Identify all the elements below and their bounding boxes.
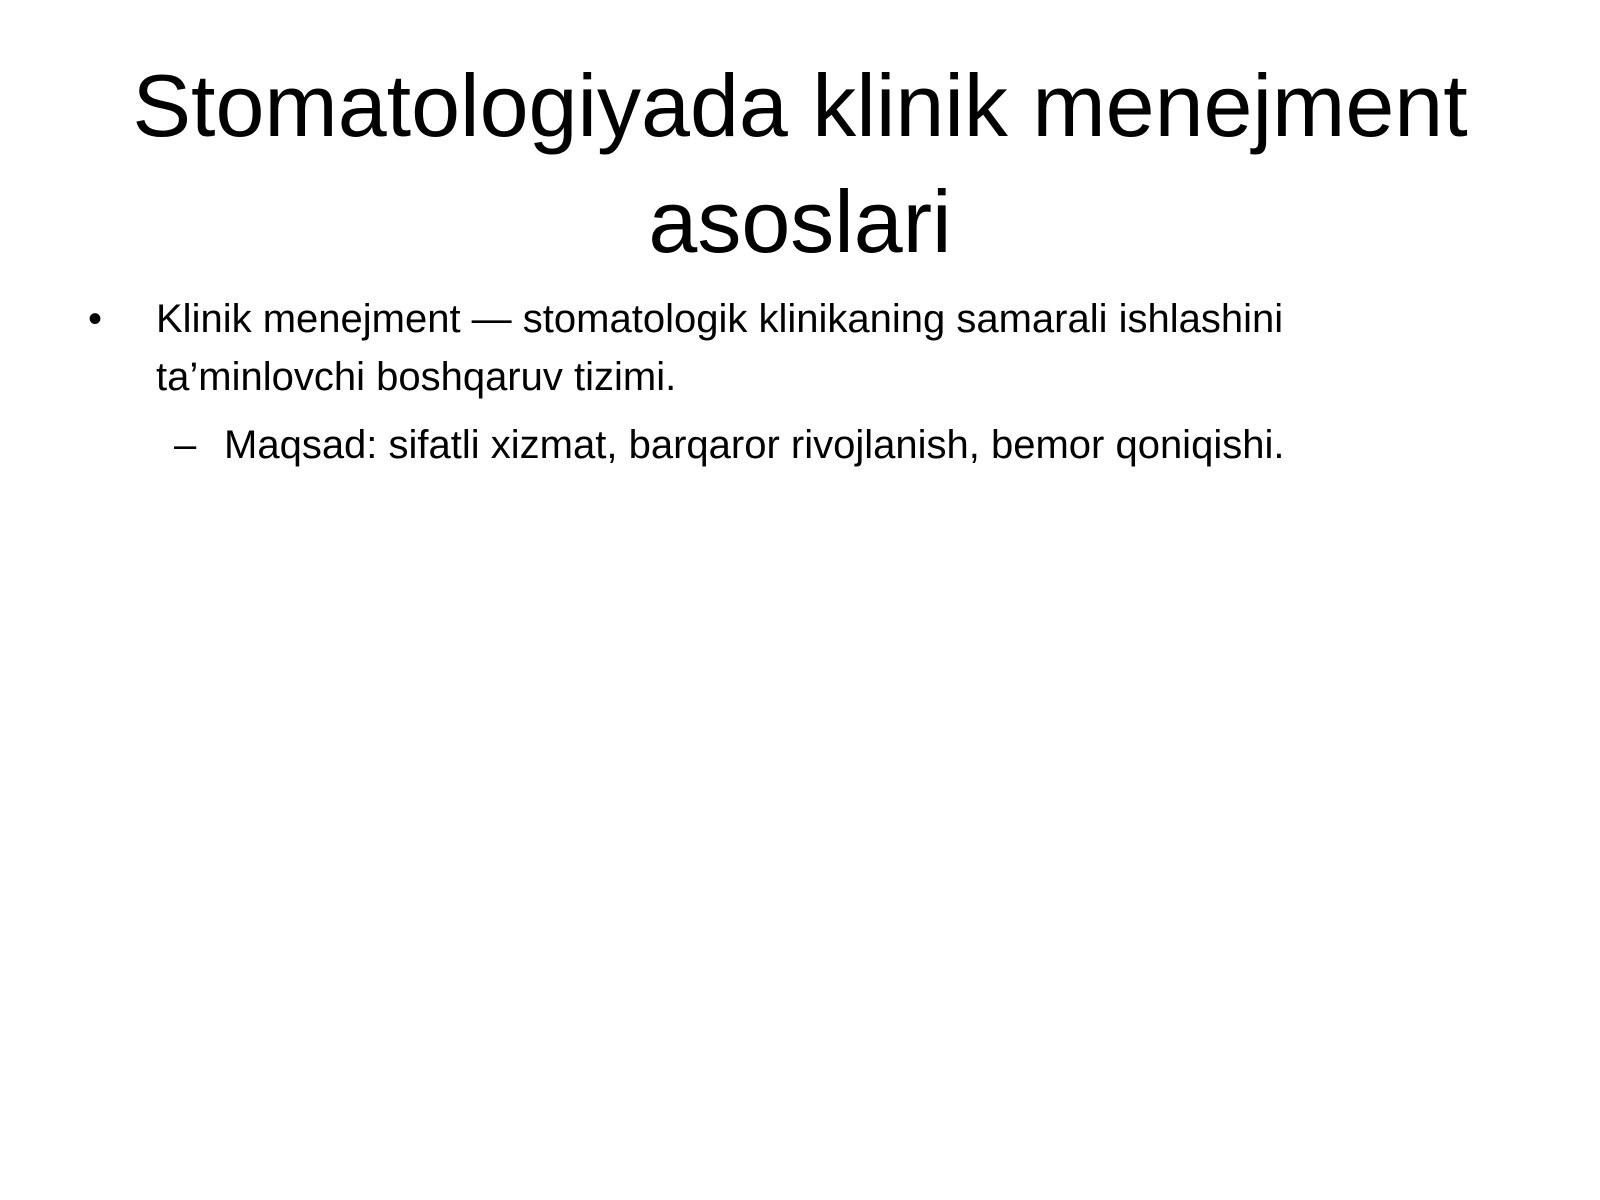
sub-bullet-item [88, 416, 1488, 474]
slide-title: Stomatologiyada klinik menejment asoslari [132, 56, 1468, 271]
bullet-marker: • [88, 297, 103, 341]
bullet-text: Klinik menejment — stomatologik klinikaning samarali ishlashini ta’minlovchi boshqaruv tizimi. [156, 297, 1284, 399]
sub-bullet-marker: – [174, 423, 197, 467]
sub-bullet-text: Maqsad: sifatli xizmat, barqaror rivojlanish, bemor qoniqishi. [224, 423, 1285, 467]
bullet-item [88, 290, 1488, 406]
slide-body [88, 290, 1488, 474]
